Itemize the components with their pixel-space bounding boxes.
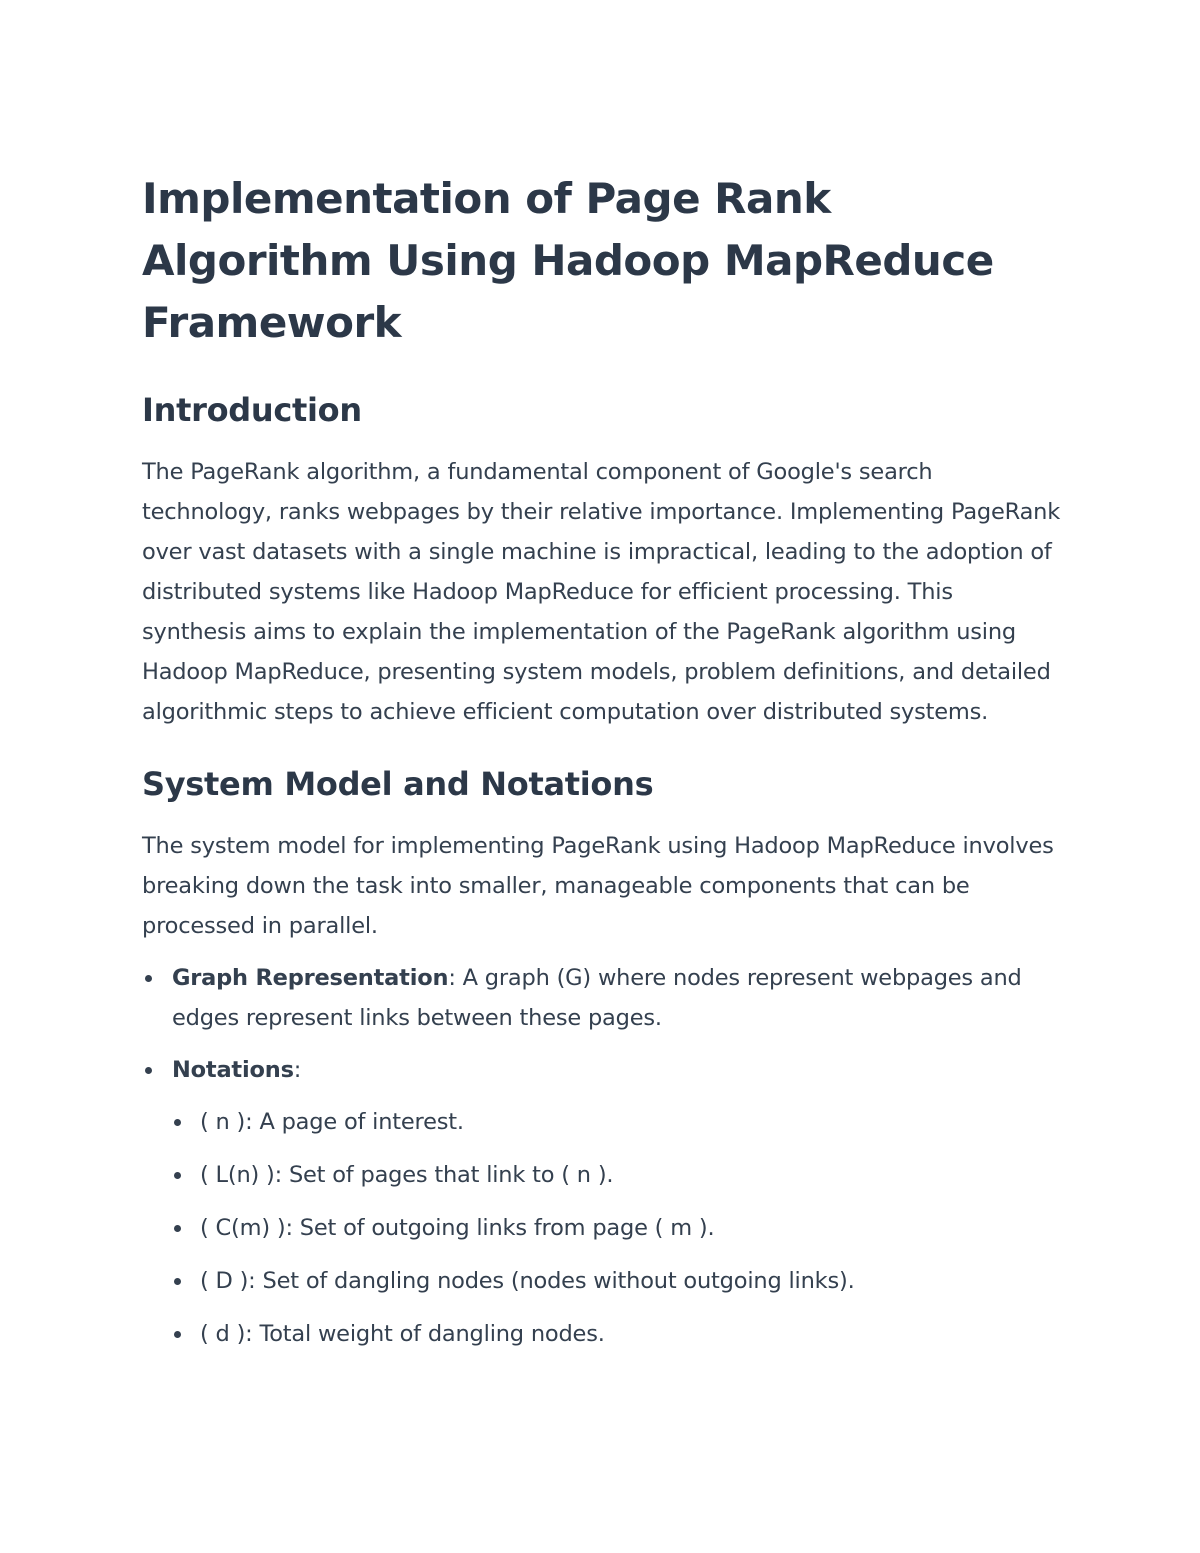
system-model-heading: System Model and Notations <box>142 765 654 803</box>
introduction-paragraph: The PageRank algorithm, a fundamental component of Google's search technology, ranks webpages by their relative importance. Implementing PageRank over vast datasets with a single machine is impractical, leading to the adoption of distributed systems like Hadoop MapReduce for efficient processing. This synthesis aims to explain the implementation of the PageRank algorithm using Hadoop MapReduce, presenting system models, problem definitions, and detailed algorithmic steps to achieve efficient computation over distributed systems. <box>142 459 1061 725</box>
notations-list <box>172 1102 1062 1354</box>
bullet-term: Graph Representation <box>172 965 449 991</box>
list-item-graph-representation <box>142 958 1062 1038</box>
notation-item: ( D ): Set of dangling nodes (nodes without outgoing links). <box>172 1261 1062 1301</box>
introduction-heading: Introduction <box>142 391 362 429</box>
document-title: Implementation of Page Rank Algorithm Using Hadoop MapReduce Framework <box>142 174 994 347</box>
system-model-list <box>142 958 1062 1354</box>
system-model-paragraph: The system model for implementing PageRank using Hadoop MapReduce involves breaking down the task into smaller, manageable components that can be processed in parallel. <box>142 833 1054 939</box>
notation-item: ( d ): Total weight of dangling nodes. <box>172 1314 1062 1354</box>
document-page <box>142 168 1062 1367</box>
bullet-text: : A graph (G) where nodes represent webpages and edges represent links between these pages. <box>172 965 1022 1031</box>
bullet-term: Notations <box>172 1057 294 1083</box>
notation-item: ( L(n) ): Set of pages that link to ( n ). <box>172 1155 1062 1195</box>
notation-item: ( C(m) ): Set of outgoing links from page ( m ). <box>172 1208 1062 1248</box>
bullet-text: : <box>293 1057 302 1083</box>
list-item-notations <box>142 1050 1062 1354</box>
notation-item: ( n ): A page of interest. <box>172 1102 1062 1142</box>
